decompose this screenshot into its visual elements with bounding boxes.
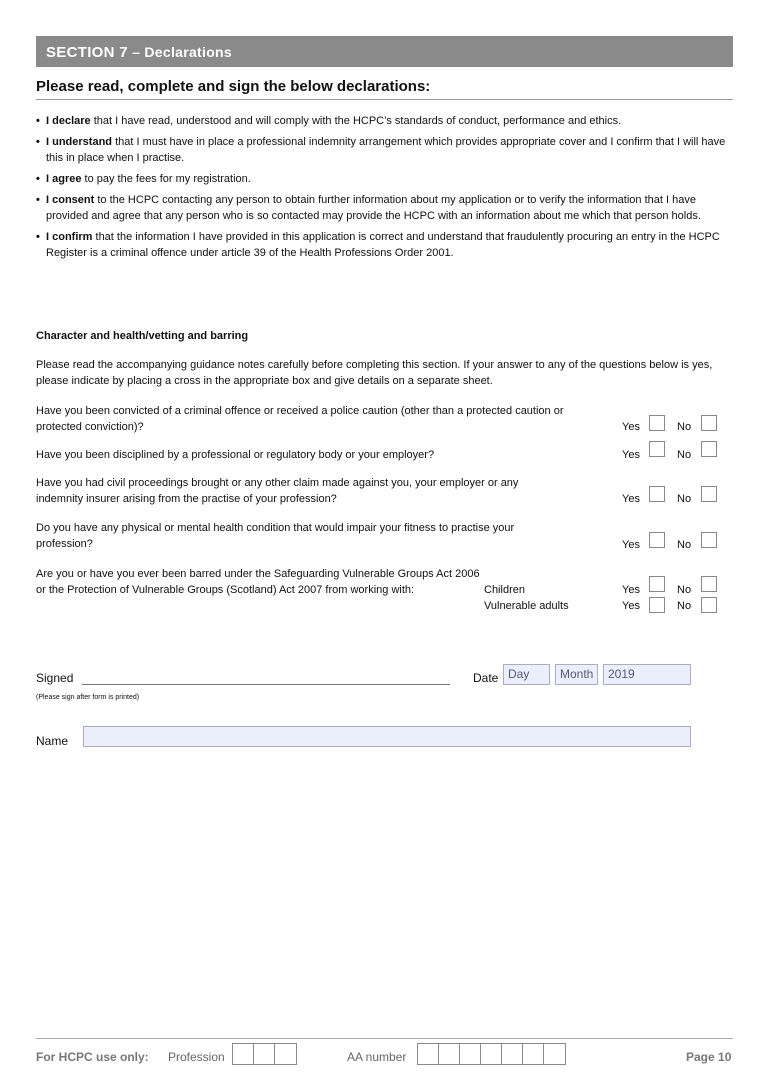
character-intro: Please read the accompanying guidance notes carefully before completing this section. If your answer to any of the questions below is yes, please indicate by placing a cross in the appropriate box and give details on a separate sheet.: [36, 359, 713, 387]
declaration-item: [36, 192, 736, 224]
declaration-keyword: I consent: [46, 194, 95, 206]
declaration-text: to the HCPC contacting any person to obtain further information about my application or to verify the information that I have provided and agree that any person who is so contacted may provide the HCPC with an information about me which that person holds.: [46, 194, 701, 222]
declaration-text: that the information I have provided in this application is correct and understand that fraudulently procuring an entry in the HCPC Register is a criminal offence under article 39 of the Health Professions Order 2001.: [46, 231, 720, 259]
declaration-keyword: I understand: [46, 136, 113, 148]
q3-no-checkbox[interactable]: [701, 486, 717, 502]
page-number: Page 10: [686, 1050, 732, 1064]
q5-adults-no-checkbox[interactable]: [701, 597, 717, 613]
office-use-label: For HCPC use only:: [36, 1050, 149, 1064]
q4-no-checkbox[interactable]: [701, 532, 717, 548]
declaration-keyword: I declare: [46, 115, 91, 127]
q1-yes-checkbox[interactable]: [649, 415, 665, 431]
name-label: Name: [36, 734, 69, 748]
q3-yes-checkbox[interactable]: [649, 486, 665, 502]
no-label: No: [677, 539, 692, 551]
profession-cells[interactable]: [232, 1043, 297, 1065]
section-label: SECTION 7: [46, 44, 128, 61]
date-day-field[interactable]: Day: [503, 664, 550, 685]
name-field[interactable]: [83, 726, 691, 747]
declaration-item: [36, 134, 736, 166]
signed-label: Signed: [36, 671, 74, 685]
q5-adults-yes-checkbox[interactable]: [649, 597, 665, 613]
page-subtitle: Please read, complete and sign the below declarations:: [36, 78, 733, 100]
yes-label: Yes: [622, 600, 640, 612]
q5-children-yes-checkbox[interactable]: [649, 576, 665, 592]
profession-label: Profession: [168, 1050, 225, 1064]
yes-label: Yes: [622, 421, 640, 433]
declaration-keyword: I agree: [46, 173, 82, 185]
question-health: Do you have any physical or mental health condition that would impair your fitness to practise your profession?: [36, 522, 515, 550]
no-label: No: [677, 600, 692, 612]
section-title: – Declarations: [127, 44, 232, 60]
date-month-field[interactable]: Month: [555, 664, 598, 685]
no-label: No: [677, 421, 692, 433]
character-heading: Character and health/vetting and barring: [36, 330, 249, 342]
barred-children-label: Children: [484, 584, 525, 596]
declaration-item: [36, 171, 736, 187]
question-criminal: Have you been convicted of a criminal offence or received a police caution (other than a protected caution or protected conviction)?: [36, 405, 564, 433]
signed-note: (Please sign after form is printed): [36, 694, 140, 701]
date-label: Date: [473, 671, 499, 685]
footer-divider: [36, 1038, 733, 1039]
declaration-text: that I have read, understood and will comply with the HCPC’s standards of conduct, performance and ethics.: [90, 115, 622, 127]
no-label: No: [677, 449, 692, 461]
question-disciplined: Have you been disciplined by a professional or regulatory body or your employer?: [36, 449, 435, 461]
aa-number-label: AA number: [347, 1050, 407, 1064]
declaration-item: [36, 229, 736, 261]
q1-no-checkbox[interactable]: [701, 415, 717, 431]
declaration-item: [36, 113, 736, 129]
no-label: No: [677, 584, 692, 596]
barred-adults-label: Vulnerable adults: [484, 600, 569, 612]
declaration-text: that I must have in place a professional indemnity arrangement which provides appropriate cover and I confirm that I will have this in place when I practise.: [46, 136, 726, 164]
question-civil-proceedings: Have you had civil proceedings brought or any other claim made against you, your employer or any indemnity insurer arising from the practise of your profession?: [36, 477, 519, 505]
no-label: No: [677, 493, 692, 505]
declaration-keyword: I confirm: [46, 231, 93, 243]
yes-label: Yes: [622, 539, 640, 551]
yes-label: Yes: [622, 493, 640, 505]
yes-label: Yes: [622, 584, 640, 596]
q4-yes-checkbox[interactable]: [649, 532, 665, 548]
yes-label: Yes: [622, 449, 640, 461]
aa-number-cells[interactable]: [417, 1043, 566, 1065]
q2-yes-checkbox[interactable]: [649, 441, 665, 457]
question-barred: Are you or have you ever been barred under the Safeguarding Vulnerable Groups Act 2006 or the Protection of Vulnerable Groups (Scotland) Act 2007 from working with:: [36, 568, 480, 596]
declaration-text: to pay the fees for my registration.: [81, 173, 251, 185]
q2-no-checkbox[interactable]: [701, 441, 717, 457]
date-year-field[interactable]: 2019: [603, 664, 691, 685]
section-header: [36, 36, 733, 67]
q5-children-no-checkbox[interactable]: [701, 576, 717, 592]
declarations-list: [36, 113, 736, 266]
signature-line[interactable]: [82, 684, 450, 685]
